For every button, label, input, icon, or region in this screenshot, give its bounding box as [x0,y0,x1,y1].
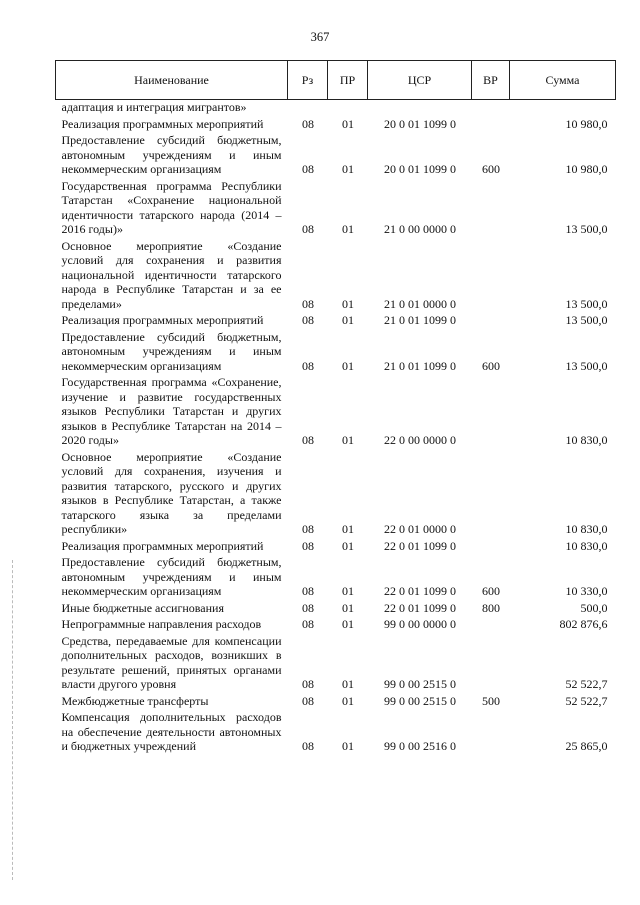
row-csr: 99 0 00 2515 0 [384,677,456,691]
row-rz: 08 [302,162,314,176]
row-pr: 01 [342,222,354,236]
table-body [56,100,616,755]
row-csr: 21 0 01 1099 0 [384,358,456,373]
row-rz: 08 [302,296,314,311]
row-csr: 99 0 00 0000 0 [384,617,456,631]
row-pr: 01 [342,522,354,536]
row-vr: 800 [482,600,500,615]
row-name: Предоставление субсидий бюджетным, автономным учреждениям и иным некоммерческим организациям [61,133,282,176]
row-csr: 20 0 01 1099 0 [384,116,456,131]
row-name: Реализация программных мероприятий [61,538,264,553]
row-name: Основное мероприятие «Создание условий для сохранения и развития национальной идентичности татарского народа в Республике Татарстан и за ее пределами» [61,238,282,311]
row-csr: 22 0 01 1099 0 [384,600,456,615]
row-vr [472,538,510,555]
row-csr: 21 0 01 1099 0 [384,313,456,327]
row-sum [510,100,616,116]
row-vr [472,100,510,116]
table-row [56,374,616,449]
table-row [56,100,616,116]
row-name: Предоставление субсидий бюджетным, автономным учреждениям и иным некоммерческим организациям [61,555,282,598]
row-vr [472,116,510,133]
margin-rule [12,560,14,880]
row-vr [472,178,510,238]
row-pr: 01 [342,600,354,615]
row-name: Иные бюджетные ассигнования [61,600,224,615]
row-rz: 08 [302,433,314,447]
row-pr: 01 [342,358,354,373]
row-name: Средства, передаваемые для компенсации дополнительных расходов, возникших в результате решений, принятых органами власти другого уровня [61,633,282,691]
table-row [56,449,616,538]
row-sum: 52 522,7 [565,693,608,708]
row-rz: 08 [302,116,314,131]
row-sum: 10 330,0 [565,584,608,598]
header-pr: ПР [328,61,368,100]
row-csr: 21 0 00 0000 0 [384,222,456,236]
row-pr: 01 [342,584,354,598]
header-sum: Сумма [510,61,616,100]
row-vr [472,238,510,313]
row-sum: 13 500,0 [565,358,608,373]
table-row [56,329,616,375]
table-row [56,616,616,633]
row-vr: 600 [482,584,500,598]
row-vr: 600 [482,358,500,373]
header-rz: Рз [288,61,328,100]
table-row [56,238,616,313]
row-pr: 01 [342,296,354,311]
row-rz: 08 [302,600,314,615]
row-csr: 21 0 01 0000 0 [384,296,456,311]
row-pr: 01 [342,433,354,447]
row-pr [328,100,368,116]
row-name: Межбюджетные трансферты [61,693,209,708]
header-name: Наименование [56,61,288,100]
row-sum: 10 830,0 [565,522,608,536]
page-number: 367 [310,30,330,44]
row-csr: 99 0 00 2515 0 [384,693,456,708]
row-pr: 01 [342,162,354,176]
row-name: Реализация программных мероприятий [61,313,264,327]
header-vr: ВР [472,61,510,100]
row-sum: 13 500,0 [565,296,608,311]
row-name: Государственная программа Республики Татарстан «Сохранение национальной идентичности татарского народа (2014 – 2016 годы)» [61,178,282,236]
row-csr: 99 0 00 2516 0 [384,739,456,753]
row-csr [368,100,472,116]
row-pr: 01 [342,693,354,708]
row-pr: 01 [342,739,354,753]
row-vr: 600 [482,162,500,176]
row-rz: 08 [302,522,314,536]
header-csr: ЦСР [368,61,472,100]
row-csr: 22 0 01 1099 0 [384,538,456,553]
table-row [56,554,616,600]
table-row [56,538,616,555]
row-name: Компенсация дополнительных расходов на обеспечение деятельности автономных и бюджетных учреждений [61,710,282,753]
row-sum: 10 830,0 [565,538,608,553]
budget-table [55,60,616,755]
table-row [56,709,616,755]
table-row [56,178,616,238]
row-csr: 22 0 01 0000 0 [384,522,456,536]
row-vr [472,709,510,755]
table-header [56,61,616,100]
row-sum: 802 876,6 [559,617,608,631]
row-rz: 08 [302,584,314,598]
row-pr: 01 [342,116,354,131]
row-vr [472,616,510,633]
row-sum: 500,0 [580,600,608,615]
row-vr [472,312,510,329]
row-sum: 10 980,0 [565,116,608,131]
row-sum: 13 500,0 [565,313,608,327]
row-sum: 10 980,0 [565,162,608,176]
row-sum: 13 500,0 [565,222,608,236]
row-rz [288,100,328,116]
row-name: Государственная программа «Сохранение, изучение и развитие государственных языков Республики Татарстан и других языков в Республике Татарстан на 2014 – 2020 годы» [61,375,282,447]
row-name: Реализация программных мероприятий [61,116,264,131]
row-rz: 08 [302,358,314,373]
row-csr: 22 0 00 0000 0 [384,433,456,447]
row-name: Предоставление субсидий бюджетным, автономным учреждениям и иным некоммерческим организациям [61,329,282,373]
row-sum: 52 522,7 [565,677,608,691]
row-rz: 08 [302,739,314,753]
table-row [56,312,616,329]
row-pr: 01 [342,313,354,327]
table-row [56,600,616,617]
table-row [56,693,616,710]
row-vr [472,374,510,449]
row-rz: 08 [302,538,314,553]
row-sum: 10 830,0 [565,433,608,447]
row-name: адаптация и интеграция мигрантов» [61,100,247,114]
table-row [56,633,616,693]
row-csr: 22 0 01 1099 0 [384,584,456,598]
row-sum: 25 865,0 [565,739,608,753]
row-vr [472,449,510,538]
row-rz: 08 [302,313,314,327]
row-rz: 08 [302,693,314,708]
row-pr: 01 [342,677,354,691]
row-pr: 01 [342,538,354,553]
row-pr: 01 [342,617,354,631]
row-rz: 08 [302,677,314,691]
table-row [56,116,616,133]
row-name: Непрограммные направления расходов [61,617,262,631]
row-rz: 08 [302,617,314,631]
row-vr: 500 [482,693,500,708]
row-csr: 20 0 01 1099 0 [384,162,456,176]
row-vr [472,633,510,693]
table-row [56,132,616,178]
row-name: Основное мероприятие «Создание условий для сохранения, изучения и развития татарского, русского и других языков в Республике Татарстан, а также татарского языка за пределами республики» [61,449,282,536]
row-rz: 08 [302,222,314,236]
